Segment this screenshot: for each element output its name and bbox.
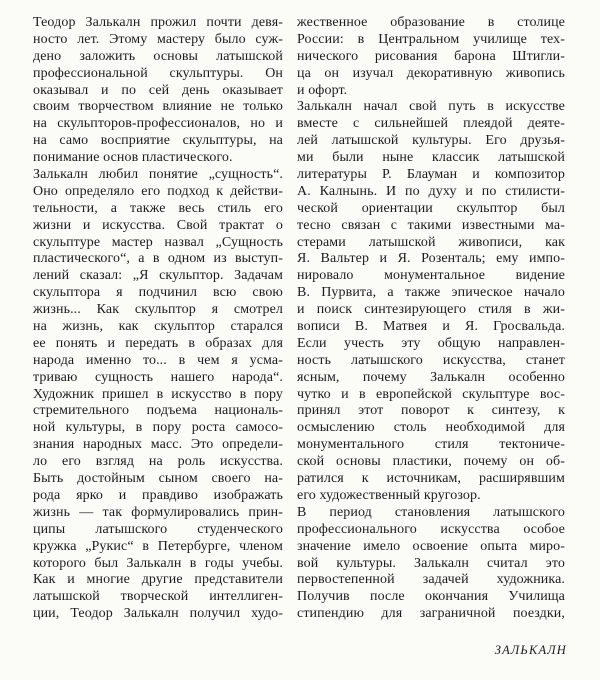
text-line: принял этот поворот к синтезу, к bbox=[297, 403, 565, 419]
text-line: жизни и искусства. Свой трактат о bbox=[33, 217, 283, 233]
text-line: ципы латышского студенческого bbox=[33, 521, 283, 537]
text-line: ратился к источникам, расширявшим bbox=[297, 471, 565, 487]
text-line: ческой ориентации скульптор был bbox=[297, 200, 565, 216]
text-line: на само восприятие скульптуры, на bbox=[33, 133, 283, 149]
text-line: лений сказал: „Я скульптор. Задачам bbox=[33, 268, 283, 284]
text-line: осмыслению столь необходимой для bbox=[297, 420, 565, 436]
text-line: Теодор Залькалн прожил почти девя- bbox=[33, 15, 283, 30]
text-line: скульптуре мастер назвал „Сущность bbox=[33, 234, 283, 250]
text-line: литературы Р. Блауман и композитор bbox=[297, 167, 565, 183]
text-line: России: в Центральном училище тех- bbox=[297, 31, 565, 47]
text-line: В период становления латышского bbox=[297, 504, 565, 520]
text-line: народа именно то... в чем я усма- bbox=[33, 352, 283, 368]
text-line: Если учесть эту общую направлен- bbox=[297, 335, 565, 351]
text-line: Получив после окончания Училища bbox=[297, 589, 565, 605]
text-line: Как и многие другие представители bbox=[33, 572, 283, 588]
text-line: А. Калнынь. И по духу и по стилисти- bbox=[297, 183, 565, 199]
running-title: ЗАЛЬКАЛН bbox=[494, 643, 567, 657]
text-line: В. Пурвита, а также эпическое начало bbox=[297, 285, 565, 301]
text-line: Художник пришел в искусство в пору bbox=[33, 386, 283, 402]
text-line: Быть достойным сыном своего на- bbox=[33, 471, 283, 487]
text-line: дено заложить основы латышской bbox=[33, 48, 283, 64]
text-line: ции, Теодор Залькалн получил худо- bbox=[33, 606, 283, 622]
text-line: вой культуры. Залькалн считал это bbox=[297, 555, 565, 571]
text-line: ми были ныне классик латышской bbox=[297, 150, 565, 166]
text-line: монументального стиля тектониче- bbox=[297, 437, 565, 453]
text-line: чутко и в европейской скульптуре вос- bbox=[297, 386, 565, 402]
text-line: ца он изучал декоративную живопись bbox=[297, 65, 565, 81]
text-line: стипендию для заграничной поездки, bbox=[297, 606, 565, 622]
text-line: и поиск синтезирующего стиля в жи- bbox=[297, 302, 565, 318]
text-line: понимание основ пластического. bbox=[33, 150, 233, 166]
text-line: лей латышской культуры. Его друзья- bbox=[297, 133, 565, 149]
text-line: триваю сущность нашего народа“. bbox=[33, 369, 283, 385]
text-line: вместе с сильнейшей плеядой деяте- bbox=[297, 116, 565, 132]
text-line: и офорт. bbox=[297, 82, 348, 98]
text-line: жизнь... Как скульптор я смотрел bbox=[33, 302, 283, 318]
text-line: ность латышского искусства, станет bbox=[297, 352, 565, 368]
text-line: жизнь — так формулировались прин- bbox=[33, 504, 283, 520]
text-line: которого был Залькалн в годы учебы. bbox=[33, 555, 283, 571]
text-line: тесно связан с такими известными ма- bbox=[297, 217, 565, 233]
text-line: кружка „Рукис“ в Петербурге, членом bbox=[33, 538, 283, 554]
text-line: оказывал и по сей день оказывает bbox=[33, 82, 283, 98]
text-column-right bbox=[297, 15, 565, 623]
text-line: вописи В. Матвея и Я. Гросвальда. bbox=[297, 319, 565, 335]
text-line: ло его взгляд на роль искусства. bbox=[33, 454, 283, 470]
text-line: скульптора я подчинил всю свою bbox=[33, 285, 283, 301]
text-line: знания народных масс. Это определи- bbox=[33, 437, 283, 453]
text-line: стремительного подъема националь- bbox=[33, 403, 283, 419]
text-line: нировало монументальное видение bbox=[297, 268, 565, 284]
text-line: своим творчеством влияние не только bbox=[33, 99, 283, 115]
text-line: Оно определяло его подход к действи- bbox=[33, 183, 283, 199]
text-column-left bbox=[33, 15, 283, 623]
text-line: носто лет. Этому мастеру было суж- bbox=[33, 31, 283, 47]
text-line: профессионального искусства особое bbox=[297, 521, 565, 537]
text-line: латышской творческой интеллиген- bbox=[33, 589, 283, 605]
text-line: Залькалн любил понятие „сущность“. bbox=[33, 167, 283, 183]
text-line: стерами латышской живописи, как bbox=[297, 234, 565, 250]
text-line: тельности, а также весь стиль его bbox=[33, 200, 283, 216]
text-line: Залькалн начал свой путь в искусстве bbox=[297, 99, 565, 115]
text-line: ской основы пластики, почему он об- bbox=[297, 454, 565, 470]
text-line: рода ярко и правдиво изображать bbox=[33, 487, 283, 503]
text-line: на скульпторов-профессионалов, но и bbox=[33, 116, 283, 132]
text-line: жественное образование в столице bbox=[297, 15, 565, 30]
text-line: пластического“, а в одном из выступ- bbox=[33, 251, 283, 267]
text-line: нического рисования барона Штигли- bbox=[297, 48, 565, 64]
text-line: профессиональной скульптуры. Он bbox=[33, 65, 283, 81]
text-line: его художественный кругозор. bbox=[297, 487, 481, 503]
text-line: Я. Вальтер и Я. Розенталь; ему импо- bbox=[297, 251, 565, 267]
text-line: ной культуры, в пору роста самосо- bbox=[33, 420, 283, 436]
text-line: ясным, почему Залькалн особенно bbox=[297, 369, 565, 385]
text-line: ее понять и передать в образах для bbox=[33, 335, 283, 351]
text-line: значение имело освоение опыта миро- bbox=[297, 538, 565, 554]
text-line: первостепенной задачей художника. bbox=[297, 572, 565, 588]
text-line: на жизнь, как скульптор старался bbox=[33, 319, 283, 335]
